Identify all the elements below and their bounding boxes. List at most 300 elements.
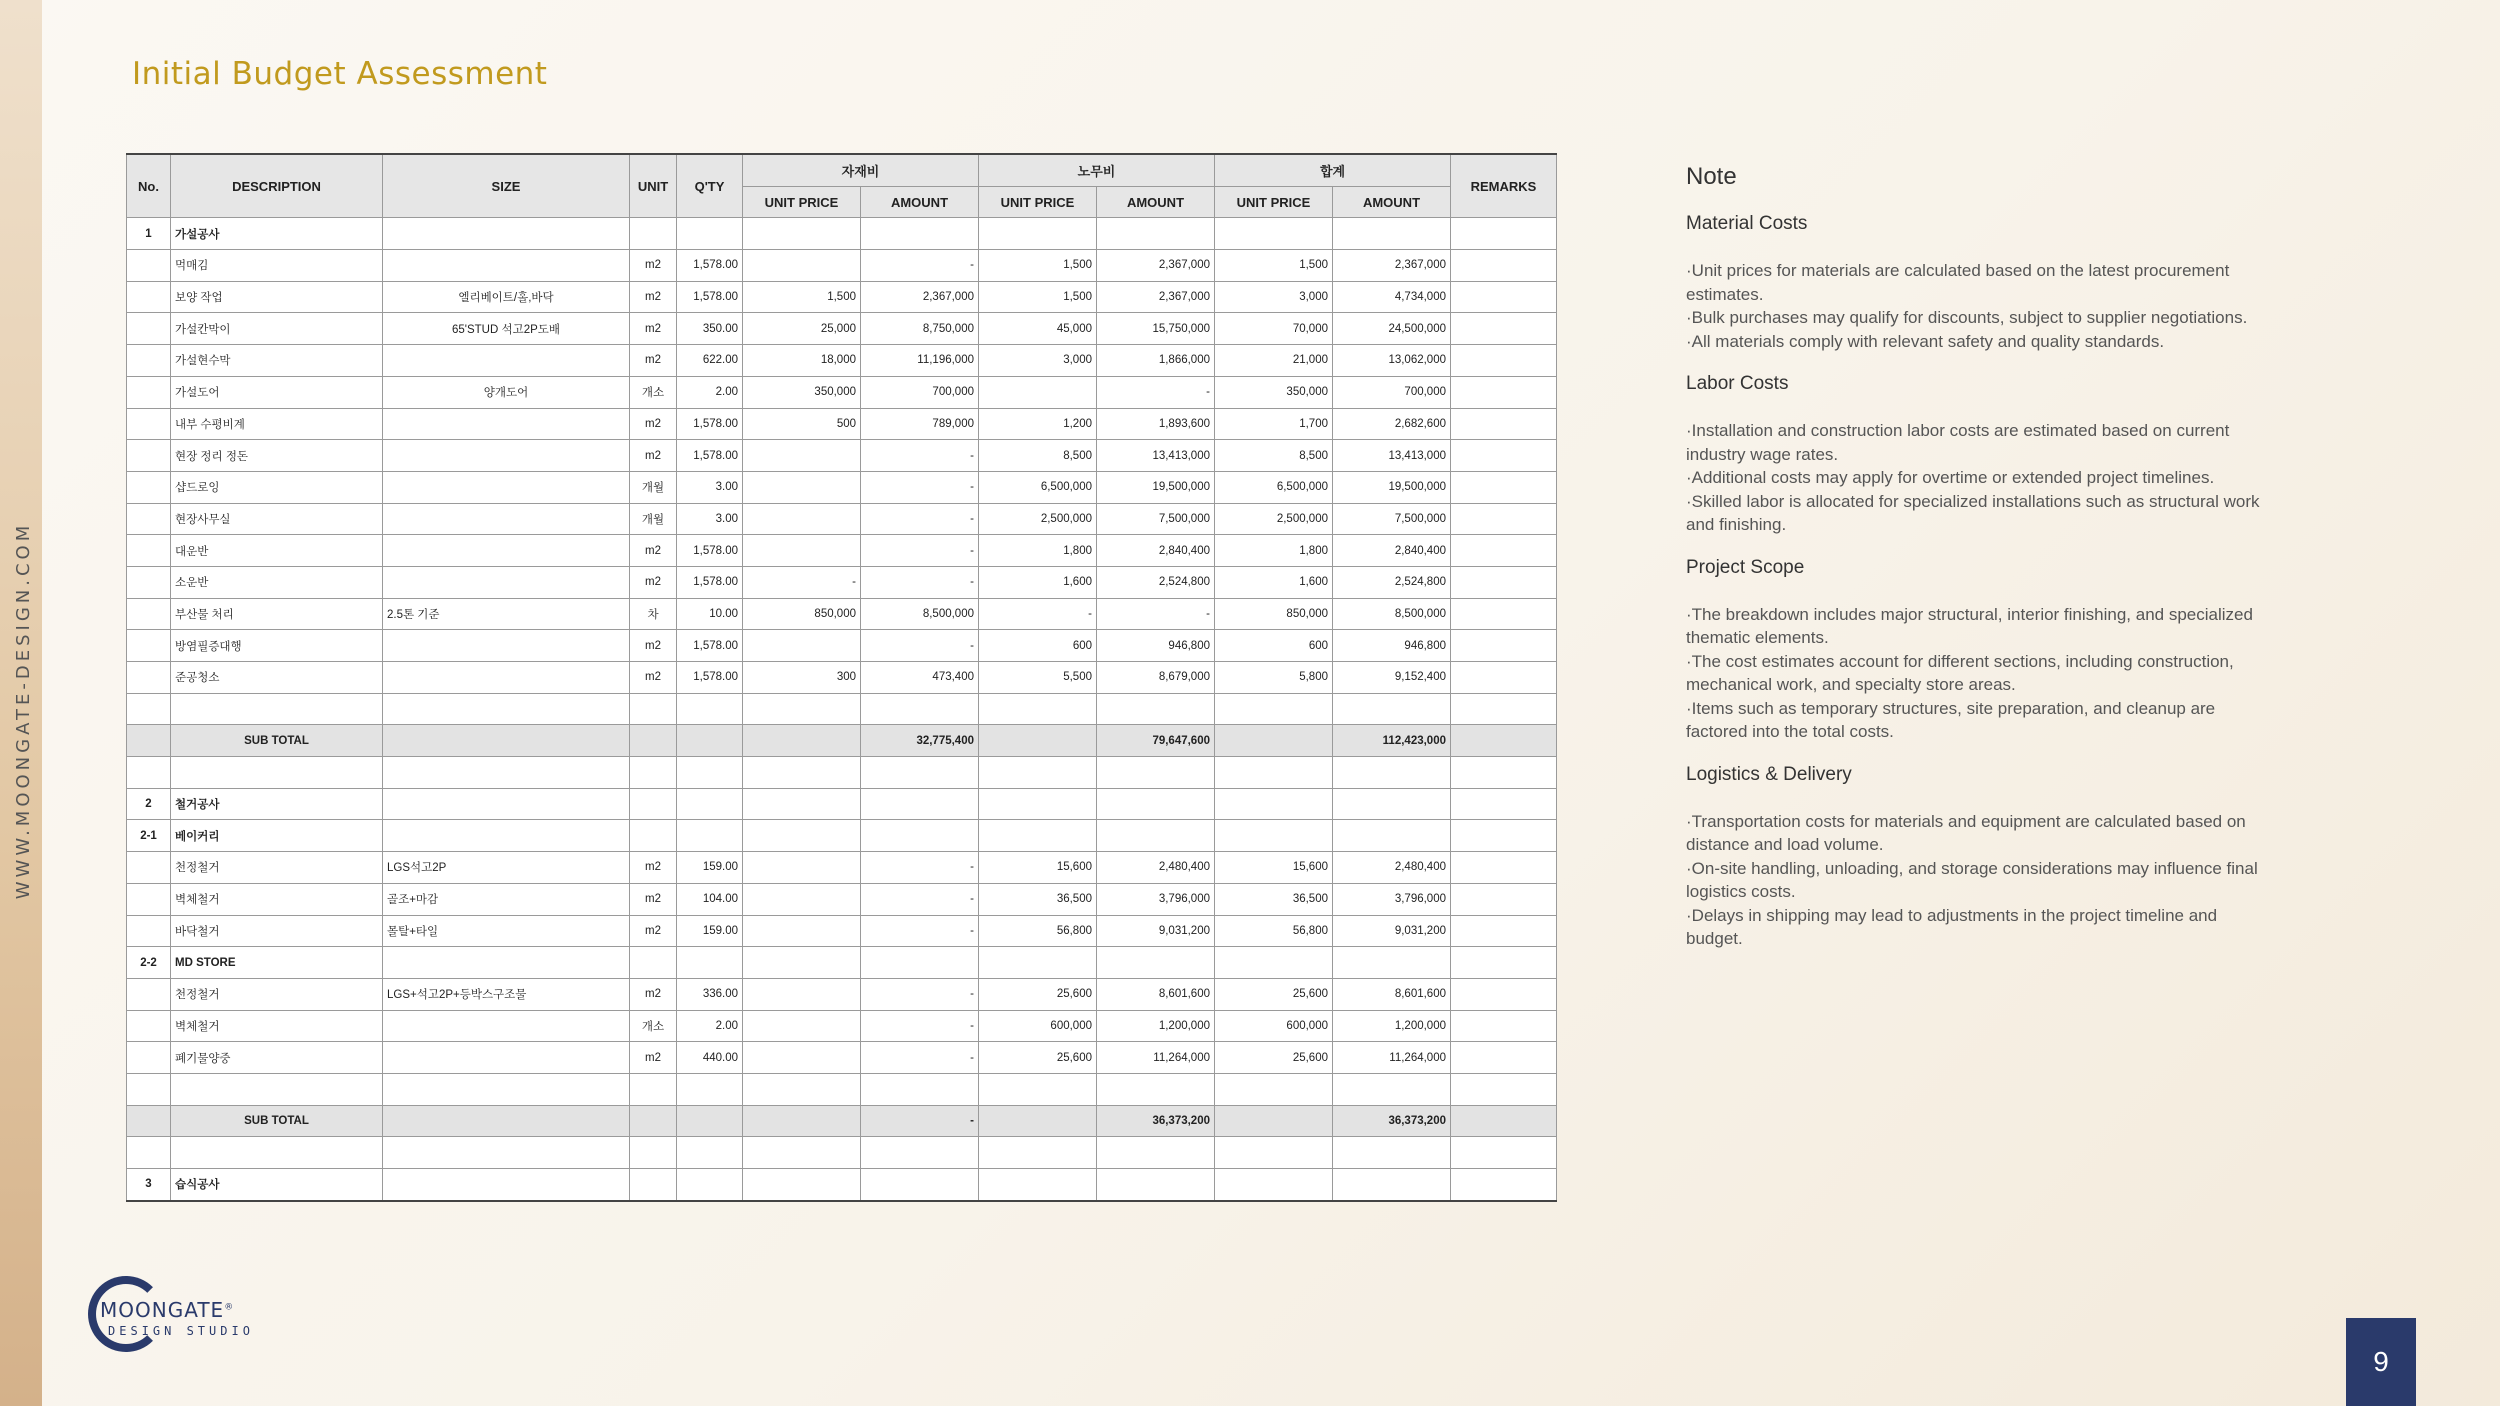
cell-ta — [1333, 757, 1451, 789]
cell-la — [1097, 1137, 1215, 1169]
cell-ta: 2,840,400 — [1333, 535, 1451, 567]
cell-mp — [743, 820, 861, 852]
cell-qty: 10.00 — [677, 598, 743, 630]
cell-unit — [630, 1169, 677, 1201]
cell-unit: m2 — [630, 1042, 677, 1074]
cell-qty — [677, 788, 743, 820]
cell-ta: 13,413,000 — [1333, 440, 1451, 472]
cell-size — [383, 1073, 630, 1105]
cell-qty: 159.00 — [677, 915, 743, 947]
cell-la: 8,679,000 — [1097, 662, 1215, 694]
note-section — [1686, 213, 2266, 353]
cell-mp — [743, 503, 861, 535]
cell-no — [127, 757, 171, 789]
cell-rem — [1451, 535, 1557, 567]
cell-qty — [677, 757, 743, 789]
header-total-unit-price: UNIT PRICE — [1215, 186, 1333, 218]
cell-lp: 3,000 — [979, 345, 1097, 377]
note-line: ·On-site handling, unloading, and storage considerations may influence final logistics costs. — [1686, 858, 2258, 901]
note-heading: Project Scope — [1686, 556, 1805, 578]
cell-unit — [630, 1137, 677, 1169]
table-row — [127, 408, 1557, 440]
cell-rem — [1451, 883, 1557, 915]
cell-unit: m2 — [630, 662, 677, 694]
cell-lp: 8,500 — [979, 440, 1097, 472]
cell-ta: 13,062,000 — [1333, 345, 1451, 377]
cell-lp: 56,800 — [979, 915, 1097, 947]
cell-ta: 2,524,800 — [1333, 566, 1451, 598]
section-row — [127, 1169, 1557, 1201]
cell-size — [383, 820, 630, 852]
cell-rem — [1451, 693, 1557, 725]
cell-desc — [171, 757, 383, 789]
table-row — [127, 281, 1557, 313]
header-total-amount: AMOUNT — [1333, 186, 1451, 218]
cell-la: 946,800 — [1097, 630, 1215, 662]
note-line: ·Unit prices for materials are calculated based on the latest procurement estimates. — [1686, 261, 2230, 304]
cell-mp — [743, 630, 861, 662]
cell-mp — [743, 1073, 861, 1105]
table-row — [127, 345, 1557, 377]
cell-ma: - — [861, 852, 979, 884]
cell-no — [127, 313, 171, 345]
cell-la: 36,373,200 — [1097, 1105, 1215, 1137]
cell-lp — [979, 1169, 1097, 1201]
cell-tp: 21,000 — [1215, 345, 1333, 377]
cell-size — [383, 535, 630, 567]
cell-qty: 1,578.00 — [677, 662, 743, 694]
cell-qty — [677, 1073, 743, 1105]
cell-size — [383, 788, 630, 820]
cell-tp: 25,600 — [1215, 1042, 1333, 1074]
cell-la: - — [1097, 376, 1215, 408]
note-heading: Material Costs — [1686, 213, 1808, 234]
header-material-unit-price: UNIT PRICE — [743, 186, 861, 218]
cell-unit — [630, 820, 677, 852]
cell-lp — [979, 693, 1097, 725]
cell-mp: - — [743, 566, 861, 598]
cell-mp: 25,000 — [743, 313, 861, 345]
cell-qty: 622.00 — [677, 345, 743, 377]
note-heading: Labor Costs — [1686, 373, 1789, 394]
cell-unit: m2 — [630, 250, 677, 282]
cell-lp: 600 — [979, 630, 1097, 662]
table-row — [127, 883, 1557, 915]
cell-mp — [743, 725, 861, 757]
cell-size — [383, 1137, 630, 1169]
cell-desc: 먹매김 — [171, 250, 383, 282]
cell-lp: 1,200 — [979, 408, 1097, 440]
cell-ta: 8,500,000 — [1333, 598, 1451, 630]
cell-ma — [861, 1137, 979, 1169]
cell-la: - — [1097, 598, 1215, 630]
cell-rem — [1451, 250, 1557, 282]
cell-unit: m2 — [630, 883, 677, 915]
cell-tp: 3,000 — [1215, 281, 1333, 313]
cell-unit: 개소 — [630, 1010, 677, 1042]
logo-registered-mark: ® — [224, 1302, 235, 1313]
cell-ta: 2,480,400 — [1333, 852, 1451, 884]
note-line: ·All materials comply with relevant safety and quality standards. — [1686, 331, 2165, 351]
cell-lp: 6,500,000 — [979, 471, 1097, 503]
table-row — [127, 313, 1557, 345]
note-line: ·Installation and construction labor costs are estimated based on current industry wage rates. — [1686, 421, 2230, 464]
table-row — [127, 978, 1557, 1010]
cell-ma: - — [861, 883, 979, 915]
cell-tp — [1215, 693, 1333, 725]
cell-no — [127, 471, 171, 503]
cell-unit: m2 — [630, 852, 677, 884]
cell-mp — [743, 218, 861, 250]
cell-lp — [979, 947, 1097, 979]
cell-no: 1 — [127, 218, 171, 250]
cell-la: 1,866,000 — [1097, 345, 1215, 377]
cell-rem — [1451, 820, 1557, 852]
cell-rem — [1451, 1105, 1557, 1137]
cell-tp: 70,000 — [1215, 313, 1333, 345]
cell-rem — [1451, 566, 1557, 598]
note-line: ·Bulk purchases may qualify for discounts, subject to supplier negotiations. — [1686, 308, 2248, 327]
cell-qty: 159.00 — [677, 852, 743, 884]
cell-desc: 습식공사 — [171, 1169, 383, 1201]
budget-table-container — [126, 153, 1557, 1202]
note-section — [1686, 557, 2266, 744]
header-unit: UNIT — [630, 154, 677, 218]
cell-mp — [743, 757, 861, 789]
cell-tp: 56,800 — [1215, 915, 1333, 947]
cell-rem — [1451, 1010, 1557, 1042]
table-row — [127, 503, 1557, 535]
header-no: No. — [127, 154, 171, 218]
cell-la: 3,796,000 — [1097, 883, 1215, 915]
cell-ma: 789,000 — [861, 408, 979, 440]
cell-ta: 4,734,000 — [1333, 281, 1451, 313]
cell-qty: 3.00 — [677, 503, 743, 535]
cell-mp: 850,000 — [743, 598, 861, 630]
logo-word: MOONGATE — [100, 1298, 225, 1322]
cell-lp — [979, 820, 1097, 852]
cell-qty: 1,578.00 — [677, 281, 743, 313]
cell-size: 양개도어 — [383, 376, 630, 408]
cell-ta: 112,423,000 — [1333, 725, 1451, 757]
table-row — [127, 1010, 1557, 1042]
cell-lp — [979, 1105, 1097, 1137]
cell-size: 65'STUD 석고2P도배 — [383, 313, 630, 345]
cell-lp: 1,800 — [979, 535, 1097, 567]
header-labor-unit-price: UNIT PRICE — [979, 186, 1097, 218]
table-row — [127, 566, 1557, 598]
cell-ma: - — [861, 630, 979, 662]
cell-ma — [861, 1169, 979, 1201]
cell-desc: 베이커리 — [171, 820, 383, 852]
cell-lp: 25,600 — [979, 978, 1097, 1010]
cell-tp: 1,600 — [1215, 566, 1333, 598]
cell-la: 1,893,600 — [1097, 408, 1215, 440]
moongate-logo — [84, 1270, 264, 1370]
table-row — [127, 1042, 1557, 1074]
cell-desc: 천정철거 — [171, 978, 383, 1010]
cell-la — [1097, 820, 1215, 852]
cell-rem — [1451, 630, 1557, 662]
cell-ma: - — [861, 503, 979, 535]
cell-rem — [1451, 852, 1557, 884]
header-material-amount: AMOUNT — [861, 186, 979, 218]
cell-desc — [171, 693, 383, 725]
cell-mp: 500 — [743, 408, 861, 440]
cell-unit: 개월 — [630, 471, 677, 503]
cell-unit: m2 — [630, 978, 677, 1010]
cell-unit: m2 — [630, 313, 677, 345]
cell-rem — [1451, 978, 1557, 1010]
cell-desc: 현장사무실 — [171, 503, 383, 535]
cell-no — [127, 915, 171, 947]
cell-ta — [1333, 788, 1451, 820]
cell-desc: 샵드로잉 — [171, 471, 383, 503]
cell-rem — [1451, 915, 1557, 947]
cell-la: 15,750,000 — [1097, 313, 1215, 345]
cell-qty: 350.00 — [677, 313, 743, 345]
cell-mp — [743, 1105, 861, 1137]
cell-no — [127, 725, 171, 757]
cell-qty — [677, 725, 743, 757]
cell-la: 2,367,000 — [1097, 281, 1215, 313]
side-url-text: WWW.MOONGATE-DESIGN.COM — [13, 521, 35, 899]
cell-tp: 25,600 — [1215, 978, 1333, 1010]
cell-la — [1097, 757, 1215, 789]
cell-unit: 개월 — [630, 503, 677, 535]
note-line: ·The breakdown includes major structural, interior finishing, and specialized thematic elements. — [1686, 604, 2253, 647]
note-line: ·Skilled labor is allocated for specialized installations such as structural work and finishing. — [1686, 491, 2260, 534]
cell-no — [127, 250, 171, 282]
cell-mp — [743, 693, 861, 725]
cell-tp: 600 — [1215, 630, 1333, 662]
table-header — [127, 154, 1557, 218]
cell-desc: 가설칸막이 — [171, 313, 383, 345]
cell-la: 2,367,000 — [1097, 250, 1215, 282]
cell-size — [383, 1042, 630, 1074]
cell-rem — [1451, 1169, 1557, 1201]
header-size: SIZE — [383, 154, 630, 218]
cell-no — [127, 535, 171, 567]
cell-desc: 바닥철거 — [171, 915, 383, 947]
blank-row — [127, 693, 1557, 725]
cell-lp — [979, 218, 1097, 250]
cell-unit: 개소 — [630, 376, 677, 408]
table-row — [127, 250, 1557, 282]
cell-rem — [1451, 788, 1557, 820]
cell-no — [127, 662, 171, 694]
cell-la — [1097, 693, 1215, 725]
table-row — [127, 535, 1557, 567]
note-line: ·The cost estimates account for different sections, including construction, mechanical work, and specialty store areas. — [1686, 651, 2234, 694]
cell-lp: 1,600 — [979, 566, 1097, 598]
header-description: DESCRIPTION — [171, 154, 383, 218]
cell-tp — [1215, 218, 1333, 250]
cell-qty — [677, 1137, 743, 1169]
cell-la: 8,601,600 — [1097, 978, 1215, 1010]
cell-mp — [743, 1010, 861, 1042]
section-row — [127, 788, 1557, 820]
cell-ma: 2,367,000 — [861, 281, 979, 313]
cell-ta — [1333, 1137, 1451, 1169]
cell-rem — [1451, 1042, 1557, 1074]
cell-ma — [861, 693, 979, 725]
cell-rem — [1451, 725, 1557, 757]
cell-rem — [1451, 440, 1557, 472]
cell-rem — [1451, 218, 1557, 250]
cell-ma: - — [861, 1042, 979, 1074]
cell-no — [127, 630, 171, 662]
cell-la: 9,031,200 — [1097, 915, 1215, 947]
cell-ta — [1333, 218, 1451, 250]
cell-desc: 천정철거 — [171, 852, 383, 884]
note-line: ·Items such as temporary structures, site preparation, and cleanup are factored into the total costs. — [1686, 698, 2216, 741]
cell-ta: 11,264,000 — [1333, 1042, 1451, 1074]
page-title: Initial Budget Assessment — [132, 56, 548, 92]
cell-unit: 차 — [630, 598, 677, 630]
cell-size: LGS석고2P — [383, 852, 630, 884]
cell-no — [127, 598, 171, 630]
cell-unit — [630, 947, 677, 979]
cell-no: 2 — [127, 788, 171, 820]
cell-qty: 336.00 — [677, 978, 743, 1010]
cell-la: 19,500,000 — [1097, 471, 1215, 503]
cell-desc: 대운반 — [171, 535, 383, 567]
cell-desc: 보양 작업 — [171, 281, 383, 313]
cell-ta: 24,500,000 — [1333, 313, 1451, 345]
cell-la: 79,647,600 — [1097, 725, 1215, 757]
cell-unit: m2 — [630, 915, 677, 947]
cell-la — [1097, 1073, 1215, 1105]
cell-lp — [979, 757, 1097, 789]
cell-ta — [1333, 947, 1451, 979]
subtotal-row — [127, 1105, 1557, 1137]
cell-mp — [743, 947, 861, 979]
table-row — [127, 852, 1557, 884]
cell-ta: 2,682,600 — [1333, 408, 1451, 440]
cell-ta: 1,200,000 — [1333, 1010, 1451, 1042]
note-section — [1686, 764, 2266, 951]
section-row — [127, 218, 1557, 250]
cell-mp — [743, 471, 861, 503]
cell-size — [383, 1105, 630, 1137]
cell-size: 2.5톤 기준 — [383, 598, 630, 630]
header-group-total: 합계 — [1215, 154, 1451, 186]
cell-qty: 1,578.00 — [677, 630, 743, 662]
cell-tp: 15,600 — [1215, 852, 1333, 884]
cell-rem — [1451, 376, 1557, 408]
cell-ma: 32,775,400 — [861, 725, 979, 757]
cell-no — [127, 1105, 171, 1137]
cell-ta — [1333, 1169, 1451, 1201]
cell-rem — [1451, 503, 1557, 535]
cell-qty — [677, 820, 743, 852]
cell-desc: 부산물 처리 — [171, 598, 383, 630]
blank-row — [127, 757, 1557, 789]
cell-no: 2-1 — [127, 820, 171, 852]
cell-ma: - — [861, 250, 979, 282]
cell-lp: 36,500 — [979, 883, 1097, 915]
cell-desc — [171, 1073, 383, 1105]
cell-ma — [861, 947, 979, 979]
table-row — [127, 598, 1557, 630]
table-row — [127, 630, 1557, 662]
cell-qty: 1,578.00 — [677, 535, 743, 567]
cell-rem — [1451, 598, 1557, 630]
cell-mp: 18,000 — [743, 345, 861, 377]
cell-desc: 소운반 — [171, 566, 383, 598]
cell-ma: 8,750,000 — [861, 313, 979, 345]
cell-tp: 1,700 — [1215, 408, 1333, 440]
cell-ma: 473,400 — [861, 662, 979, 694]
cell-size — [383, 408, 630, 440]
cell-mp — [743, 883, 861, 915]
cell-size: 엘리베이트/홀,바닥 — [383, 281, 630, 313]
cell-no — [127, 1137, 171, 1169]
cell-size — [383, 947, 630, 979]
cell-qty: 3.00 — [677, 471, 743, 503]
cell-ma: - — [861, 566, 979, 598]
cell-tp — [1215, 1105, 1333, 1137]
cell-lp: 5,500 — [979, 662, 1097, 694]
cell-unit: m2 — [630, 566, 677, 598]
cell-qty: 2.00 — [677, 1010, 743, 1042]
cell-size — [383, 440, 630, 472]
cell-desc: 가설공사 — [171, 218, 383, 250]
cell-size — [383, 757, 630, 789]
cell-qty: 1,578.00 — [677, 408, 743, 440]
cell-mp — [743, 915, 861, 947]
cell-desc: 가설현수막 — [171, 345, 383, 377]
cell-desc: 방염필증대행 — [171, 630, 383, 662]
cell-no — [127, 345, 171, 377]
cell-tp — [1215, 757, 1333, 789]
cell-size: 몰탈+타일 — [383, 915, 630, 947]
cell-ta: 946,800 — [1333, 630, 1451, 662]
cell-ta: 7,500,000 — [1333, 503, 1451, 535]
cell-qty: 2.00 — [677, 376, 743, 408]
cell-size: 골조+마감 — [383, 883, 630, 915]
cell-ta — [1333, 1073, 1451, 1105]
budget-table — [126, 153, 1557, 1202]
cell-rem — [1451, 947, 1557, 979]
cell-mp — [743, 1137, 861, 1169]
cell-qty: 1,578.00 — [677, 250, 743, 282]
cell-ta: 3,796,000 — [1333, 883, 1451, 915]
cell-rem — [1451, 408, 1557, 440]
cell-size — [383, 725, 630, 757]
cell-no — [127, 503, 171, 535]
cell-size — [383, 218, 630, 250]
cell-tp: 36,500 — [1215, 883, 1333, 915]
page-number: 9 — [2346, 1318, 2416, 1406]
cell-rem — [1451, 313, 1557, 345]
cell-qty — [677, 1169, 743, 1201]
cell-mp — [743, 1169, 861, 1201]
section-row — [127, 820, 1557, 852]
cell-mp — [743, 250, 861, 282]
cell-ma — [861, 218, 979, 250]
cell-size — [383, 503, 630, 535]
side-website-url — [4, 521, 44, 899]
cell-no — [127, 1073, 171, 1105]
cell-unit: m2 — [630, 535, 677, 567]
logo-wordmark — [100, 1298, 234, 1322]
cell-unit: m2 — [630, 630, 677, 662]
cell-tp — [1215, 725, 1333, 757]
cell-no — [127, 376, 171, 408]
cell-size — [383, 250, 630, 282]
